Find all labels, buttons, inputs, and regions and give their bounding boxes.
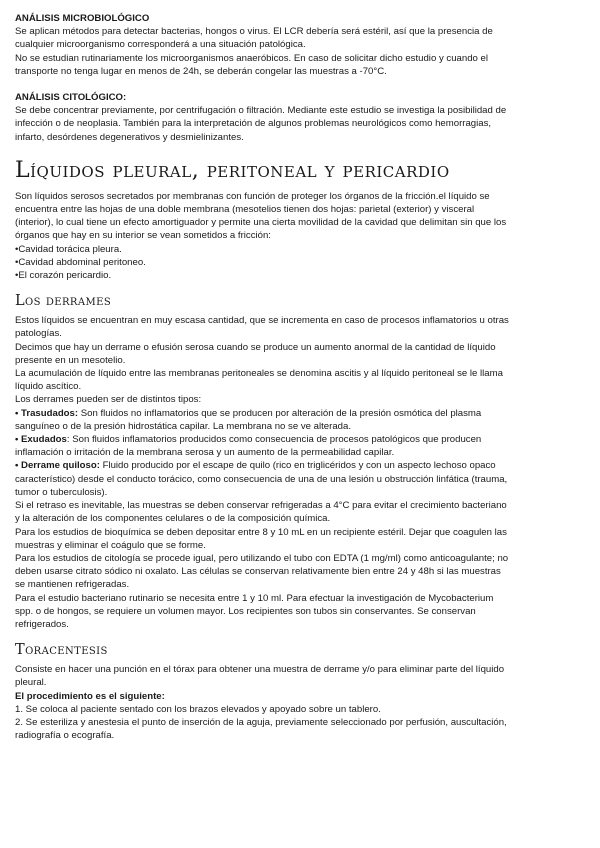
procedure-step: 1. Se coloca al paciente sentado con los brazos elevados y apoyado sobre un tablero. bbox=[15, 703, 381, 715]
type-continuation: tumor o tuberculosis). bbox=[15, 486, 108, 498]
derrames-line: presente en un mesotelio. bbox=[15, 354, 126, 366]
derrames-line: La acumulación de líquido entre las membranas peritoneales se denomina ascitis y al líquido peritoneal se le llama bbox=[15, 368, 503, 380]
derrames-line: Estos líquidos se encuentran en muy escasa cantidad, que se incrementa en caso de procesos inflamatorios u otras bbox=[15, 315, 509, 327]
spacer bbox=[15, 78, 586, 91]
type-continuation: inflamación o irritación de la membrana serosa y un aumento de la permeabilidad capilar. bbox=[15, 447, 395, 459]
type-exudados bbox=[15, 433, 586, 446]
procedure-heading: El procedimiento es el siguiente: bbox=[15, 690, 165, 702]
procedure-step: radiografía o ecografía. bbox=[15, 730, 115, 742]
list-item: • El corazón pericardio. bbox=[15, 269, 586, 282]
derrames-line: patologías. bbox=[15, 328, 62, 340]
derrames-line: se mantienen refrigeradas. bbox=[15, 579, 130, 591]
derrames-line: Decimos que hay un derrame o efusión serosa cuando se produce un aumento anormal de la cantidad de líquido bbox=[15, 341, 496, 353]
cito-heading: ANÁLISIS CITOLÓGICO: bbox=[15, 92, 127, 104]
cito-line: infección o de neoplasia. También para la interpretación de algunos problemas neurológicos como hemorragias, bbox=[15, 118, 492, 130]
cito-line: infarto, desórdenes degenerativos y desmielinizantes. bbox=[15, 131, 244, 143]
micro-line: transporte no tenga lugar en menos de 24h, se deberán congelar las muestras a -70°C. bbox=[15, 65, 387, 77]
micro-heading: ANÁLISIS MICROBIOLÓGICO bbox=[15, 13, 150, 24]
derrames-line: Para los estudios de bioquímica se deben depositar entre 8 y 10 mL en un recipiente estéril. Dejar que coagulen las bbox=[15, 526, 507, 538]
cito-line: Se debe concentrar previamente, por centrifugación o filtración. Mediante este estudio se investiga la posibilidad de bbox=[15, 105, 507, 117]
type-trasudados bbox=[15, 407, 586, 420]
derrames-line: deben usarse citrato sódico ni oxalato. Las células se conservan relativamente bien entre 24 y 48h si las muestras bbox=[15, 566, 501, 578]
liquidos-line: órganos que hay en su interior se vean sometidos a fricción: bbox=[15, 230, 271, 242]
type-label: • Trasudados: bbox=[15, 407, 79, 419]
procedure-step: 2. Se esteriliza y anestesia el punto de inserción de la aguja, previamente seleccionado por perfusión, auscultación, bbox=[15, 716, 507, 728]
micro-line: No se estudian rutinariamente los microorganismos anaeróbicos. En caso de solicitar dicho estudio y cuando el bbox=[15, 52, 489, 64]
type-text: : Son fluidos inflamatorios producidos como consecuencia de procesos patológicos que producen bbox=[66, 434, 482, 446]
micro-line: Se aplican métodos para detectar bacterias, hongos o virus. El LCR debería será estéril, así que la presencia de bbox=[15, 26, 493, 38]
derrames-line: Para el estudio bacteriano rutinario se necesita entre 1 y 10 ml. Para efectuar la investigación de Mycobacterium bbox=[15, 592, 494, 604]
derrames-line: muestras y eliminar el coágulo que se forme. bbox=[15, 539, 206, 551]
type-label: • Derrame quiloso: bbox=[15, 460, 100, 472]
list-item: • Cavidad torácica pleura. bbox=[15, 243, 586, 256]
type-label: • Exudados bbox=[15, 434, 67, 446]
section-title-toracentesis: Toracentesis bbox=[15, 642, 108, 659]
type-text: Fluido producido por el escape de quilo (rico en triglicéridos y con un aspecto lechoso opaco bbox=[99, 460, 496, 472]
derrames-line: Los derrames pueden ser de distintos tipos: bbox=[15, 394, 202, 406]
liquidos-line: encuentra entre las hojas de una doble membrana (mesotelios tienen dos hojas: parietal (exterior) y visceral bbox=[15, 204, 475, 216]
liquidos-line: (interior), lo cual tiene un efecto amortiguador y permite una cierta movilidad de la cavidad que delimitan sin que los bbox=[15, 217, 507, 229]
derrames-line: spp. o de hongos, se requiere un volumen mayor. Los recipientes son tubos sin conservantes. Se conservan bbox=[15, 605, 476, 617]
toracentesis-line: pleural. bbox=[15, 677, 47, 689]
toracentesis-line: Consiste en hacer una punción en el tórax para obtener una muestra de derrame y/o para eliminar parte del líquido bbox=[15, 664, 505, 676]
type-text: Son fluidos no inflamatorios que se producen por alteración de la presión osmótica del plasma bbox=[78, 407, 482, 419]
section-title-liquidos: Líquidos pleural, peritoneal y pericardio bbox=[15, 157, 450, 183]
list-item: • Cavidad abdominal peritoneo. bbox=[15, 256, 586, 269]
cavity-list bbox=[15, 243, 586, 283]
section-title-derrames: Los derrames bbox=[15, 293, 112, 310]
type-continuation: sanguíneo o de la presión hidrostática capilar. La membrana no se ve alterada. bbox=[15, 420, 351, 432]
liquidos-line: Son líquidos serosos secretados por membranas con función de proteger los órganos de la fricción.el líquido se bbox=[15, 190, 490, 202]
type-continuation: característico) desde el conducto torácico, como consecuencia de una de una lesión u obstrucción linfática (trauma, bbox=[15, 473, 508, 485]
derrames-line: Si el retraso es inevitable, las muestras se deben conservar refrigeradas a 4°C para evitar el crecimiento bacteriano bbox=[15, 500, 507, 512]
derrames-line: Para los estudios de citología se procede igual, pero utilizando el tubo con EDTA (1 mg/ml) como anticoagulante; no bbox=[15, 552, 509, 564]
derrames-line: refrigerados. bbox=[15, 618, 69, 630]
derrames-line: líquido ascítico. bbox=[15, 381, 82, 393]
micro-line: cualquier microorganismo corresponderá a una situación patológica. bbox=[15, 39, 306, 51]
derrames-line: y la alteración de los componentes celulares o de la composición química. bbox=[15, 513, 331, 525]
type-quiloso bbox=[15, 459, 586, 472]
